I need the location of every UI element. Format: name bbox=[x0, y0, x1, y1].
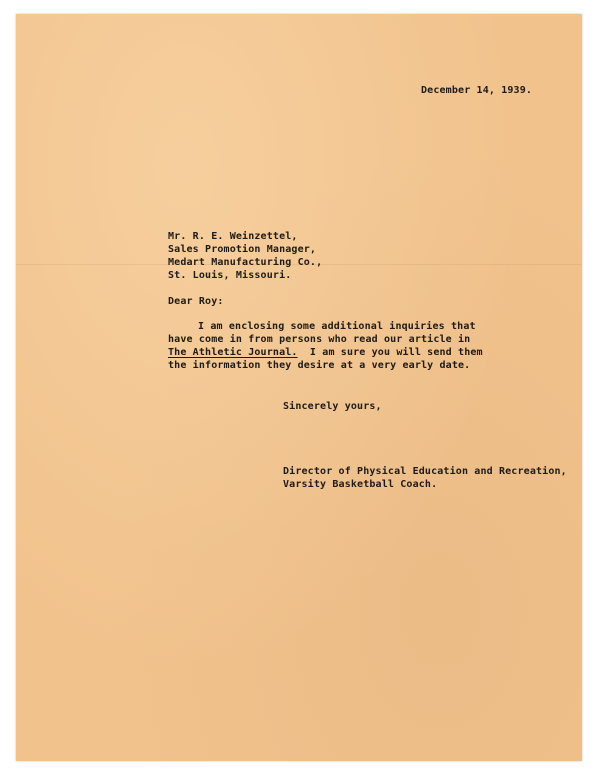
closing: Sincerely yours, bbox=[283, 401, 382, 412]
body-line-3 bbox=[168, 346, 483, 359]
address-line-title: Sales Promotion Manager, bbox=[168, 244, 317, 255]
signature-line-1: Director of Physical Education and Recreation, bbox=[283, 466, 567, 477]
letter-paper bbox=[16, 14, 582, 761]
body-line-1: I am enclosing some additional inquiries that bbox=[198, 321, 476, 332]
letter-date: December 14, 1939. bbox=[421, 85, 533, 96]
body-line-4: the information they desire at a very early date. bbox=[168, 360, 471, 371]
address-line-city: St. Louis, Missouri. bbox=[168, 270, 292, 281]
salutation: Dear Roy: bbox=[168, 296, 224, 307]
address-line-name: Mr. R. E. Weinzettel, bbox=[168, 231, 298, 242]
signature-line-2: Varsity Basketball Coach. bbox=[283, 479, 438, 490]
body-line-3-rest: I am sure you will send them bbox=[297, 347, 483, 358]
body-line-2: have come in from persons who read our article in bbox=[168, 334, 471, 345]
publication-title: The Athletic Journal. bbox=[168, 347, 298, 358]
address-line-company: Medart Manufacturing Co., bbox=[168, 257, 323, 268]
